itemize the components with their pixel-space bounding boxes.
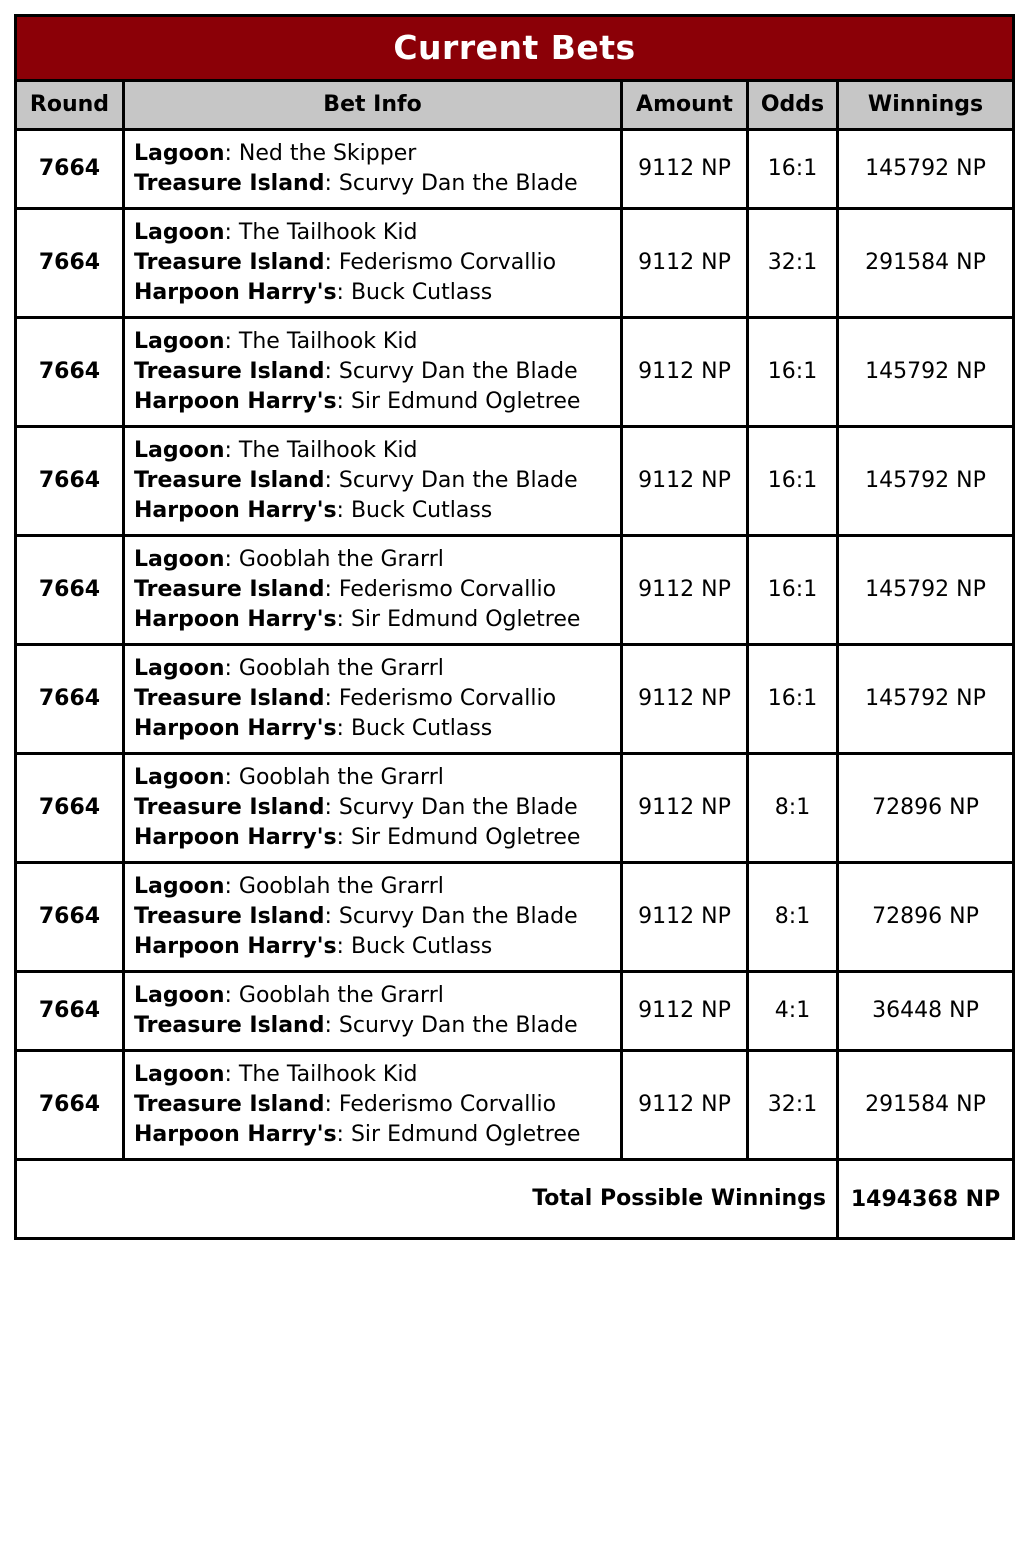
bet-info	[125, 319, 623, 428]
separator: :	[336, 934, 351, 959]
bet-line	[134, 605, 614, 635]
separator: :	[224, 874, 239, 899]
bet-line	[134, 496, 614, 526]
total-row	[17, 1161, 1015, 1240]
pirate-name: Scurvy Dan the Blade	[338, 468, 578, 493]
bet-line	[134, 1060, 614, 1090]
bet-info	[125, 864, 623, 973]
bet-row	[17, 864, 1015, 973]
bet-line	[134, 327, 614, 357]
bet-round: 7664	[17, 428, 125, 537]
bet-amount: 9112 NP	[623, 210, 749, 319]
bet-odds: 4:1	[749, 973, 839, 1052]
total-label: Total Possible Winnings	[17, 1161, 839, 1240]
bet-winnings: 145792 NP	[839, 428, 1015, 537]
bet-round: 7664	[17, 319, 125, 428]
bet-line	[134, 981, 614, 1011]
column-header-round: Round	[17, 82, 125, 131]
bet-line	[134, 902, 614, 932]
pirate-name: Gooblah the Grarrl	[238, 656, 444, 681]
bet-info	[125, 428, 623, 537]
separator: :	[324, 171, 339, 196]
bet-odds: 16:1	[749, 428, 839, 537]
arena-name: Harpoon Harry's	[134, 280, 337, 305]
bet-line	[134, 823, 614, 853]
pirate-name: Sir Edmund Ogletree	[350, 389, 581, 414]
bet-odds: 16:1	[749, 537, 839, 646]
bet-odds: 32:1	[749, 1052, 839, 1161]
pirate-name: Gooblah the Grarrl	[238, 983, 444, 1008]
arena-name: Lagoon	[134, 220, 225, 245]
bet-amount: 9112 NP	[623, 131, 749, 210]
bet-amount: 9112 NP	[623, 646, 749, 755]
separator: :	[224, 329, 239, 354]
separator: :	[324, 359, 339, 384]
separator: :	[224, 656, 239, 681]
bet-winnings: 145792 NP	[839, 646, 1015, 755]
arena-name: Lagoon	[134, 141, 225, 166]
bet-row	[17, 973, 1015, 1052]
pirate-name: Sir Edmund Ogletree	[350, 825, 581, 850]
arena-name: Treasure Island	[134, 359, 325, 384]
arena-name: Treasure Island	[134, 171, 325, 196]
bet-odds: 8:1	[749, 864, 839, 973]
separator: :	[224, 220, 239, 245]
arena-name: Treasure Island	[134, 686, 325, 711]
pirate-name: Federismo Corvallio	[338, 250, 557, 275]
bet-line	[134, 575, 614, 605]
bet-row	[17, 131, 1015, 210]
separator: :	[324, 1013, 339, 1038]
bet-amount: 9112 NP	[623, 755, 749, 864]
bet-winnings: 145792 NP	[839, 537, 1015, 646]
column-header-amount: Amount	[623, 82, 749, 131]
arena-name: Harpoon Harry's	[134, 716, 337, 741]
bet-line	[134, 387, 614, 417]
arena-name: Harpoon Harry's	[134, 389, 337, 414]
bet-line	[134, 684, 614, 714]
bet-info	[125, 755, 623, 864]
bet-line	[134, 793, 614, 823]
bet-line	[134, 248, 614, 278]
bet-winnings: 291584 NP	[839, 210, 1015, 319]
bet-round: 7664	[17, 131, 125, 210]
bet-line	[134, 218, 614, 248]
bet-line	[134, 545, 614, 575]
arena-name: Treasure Island	[134, 250, 325, 275]
arena-name: Lagoon	[134, 329, 225, 354]
arena-name: Lagoon	[134, 874, 225, 899]
bet-row	[17, 428, 1015, 537]
pirate-name: The Tailhook Kid	[238, 438, 418, 463]
pirate-name: The Tailhook Kid	[238, 329, 418, 354]
arena-name: Lagoon	[134, 1062, 225, 1087]
separator: :	[336, 1122, 351, 1147]
total-value: 1494368 NP	[839, 1161, 1015, 1240]
bet-round: 7664	[17, 755, 125, 864]
pirate-name: The Tailhook Kid	[238, 220, 418, 245]
bet-info	[125, 646, 623, 755]
separator: :	[336, 825, 351, 850]
bet-line	[134, 169, 614, 199]
bet-row	[17, 319, 1015, 428]
separator: :	[324, 686, 339, 711]
bet-amount: 9112 NP	[623, 1052, 749, 1161]
bet-winnings: 291584 NP	[839, 1052, 1015, 1161]
bet-row	[17, 537, 1015, 646]
bet-winnings: 72896 NP	[839, 864, 1015, 973]
pirate-name: Buck Cutlass	[350, 934, 493, 959]
bet-round: 7664	[17, 537, 125, 646]
separator: :	[224, 1062, 239, 1087]
arena-name: Treasure Island	[134, 577, 325, 602]
bet-info	[125, 537, 623, 646]
pirate-name: Scurvy Dan the Blade	[338, 795, 578, 820]
bet-row	[17, 1052, 1015, 1161]
bet-info	[125, 210, 623, 319]
column-header-bet-info: Bet Info	[125, 82, 623, 131]
separator: :	[224, 547, 239, 572]
pirate-name: Ned the Skipper	[238, 141, 417, 166]
arena-name: Treasure Island	[134, 904, 325, 929]
pirate-name: Federismo Corvallio	[338, 577, 557, 602]
pirate-name: Scurvy Dan the Blade	[338, 359, 578, 384]
pirate-name: Buck Cutlass	[350, 716, 493, 741]
separator: :	[324, 577, 339, 602]
bets-list	[17, 131, 1015, 1161]
bet-amount: 9112 NP	[623, 319, 749, 428]
bet-row	[17, 755, 1015, 864]
bet-line	[134, 1011, 614, 1041]
separator: :	[336, 280, 351, 305]
bet-info	[125, 973, 623, 1052]
arena-name: Lagoon	[134, 547, 225, 572]
bet-amount: 9112 NP	[623, 428, 749, 537]
bet-line	[134, 466, 614, 496]
arena-name: Harpoon Harry's	[134, 1122, 337, 1147]
bet-winnings: 145792 NP	[839, 131, 1015, 210]
separator: :	[324, 904, 339, 929]
pirate-name: Scurvy Dan the Blade	[338, 904, 578, 929]
arena-name: Treasure Island	[134, 1092, 325, 1117]
bet-line	[134, 654, 614, 684]
separator: :	[324, 1092, 339, 1117]
separator: :	[224, 765, 239, 790]
bet-winnings: 36448 NP	[839, 973, 1015, 1052]
separator: :	[336, 498, 351, 523]
pirate-name: Federismo Corvallio	[338, 686, 557, 711]
pirate-name: Scurvy Dan the Blade	[338, 171, 578, 196]
bet-line	[134, 932, 614, 962]
bet-line	[134, 763, 614, 793]
bet-round: 7664	[17, 1052, 125, 1161]
bet-info	[125, 1052, 623, 1161]
pirate-name: Gooblah the Grarrl	[238, 765, 444, 790]
arena-name: Harpoon Harry's	[134, 825, 337, 850]
arena-name: Treasure Island	[134, 468, 325, 493]
pirate-name: Federismo Corvallio	[338, 1092, 557, 1117]
pirate-name: Sir Edmund Ogletree	[350, 607, 581, 632]
bet-line	[134, 1120, 614, 1150]
arena-name: Harpoon Harry's	[134, 934, 337, 959]
bet-amount: 9112 NP	[623, 864, 749, 973]
separator: :	[324, 795, 339, 820]
bet-line	[134, 139, 614, 169]
bet-odds: 16:1	[749, 319, 839, 428]
bet-line	[134, 1090, 614, 1120]
bet-line	[134, 872, 614, 902]
arena-name: Treasure Island	[134, 1013, 325, 1038]
bet-winnings: 145792 NP	[839, 319, 1015, 428]
bet-row	[17, 646, 1015, 755]
bet-winnings: 72896 NP	[839, 755, 1015, 864]
arena-name: Harpoon Harry's	[134, 607, 337, 632]
pirate-name: Scurvy Dan the Blade	[338, 1013, 578, 1038]
column-header-winnings: Winnings	[839, 82, 1015, 131]
bet-round: 7664	[17, 646, 125, 755]
bet-odds: 16:1	[749, 131, 839, 210]
bet-odds: 16:1	[749, 646, 839, 755]
bet-round: 7664	[17, 973, 125, 1052]
separator: :	[224, 983, 239, 1008]
separator: :	[324, 250, 339, 275]
current-bets-table	[14, 14, 1015, 1240]
arena-name: Treasure Island	[134, 795, 325, 820]
bet-row	[17, 210, 1015, 319]
bet-round: 7664	[17, 210, 125, 319]
separator: :	[336, 607, 351, 632]
arena-name: Lagoon	[134, 765, 225, 790]
bet-amount: 9112 NP	[623, 537, 749, 646]
arena-name: Harpoon Harry's	[134, 498, 337, 523]
bet-line	[134, 357, 614, 387]
bet-line	[134, 714, 614, 744]
separator: :	[336, 389, 351, 414]
separator: :	[224, 438, 239, 463]
bet-amount: 9112 NP	[623, 973, 749, 1052]
pirate-name: The Tailhook Kid	[238, 1062, 418, 1087]
pirate-name: Sir Edmund Ogletree	[350, 1122, 581, 1147]
separator: :	[224, 141, 239, 166]
pirate-name: Gooblah the Grarrl	[238, 547, 444, 572]
bet-info	[125, 131, 623, 210]
separator: :	[324, 468, 339, 493]
table-title: Current Bets	[17, 17, 1015, 82]
arena-name: Lagoon	[134, 656, 225, 681]
column-header-odds: Odds	[749, 82, 839, 131]
arena-name: Lagoon	[134, 983, 225, 1008]
pirate-name: Gooblah the Grarrl	[238, 874, 444, 899]
pirate-name: Buck Cutlass	[350, 280, 493, 305]
bet-round: 7664	[17, 864, 125, 973]
separator: :	[336, 716, 351, 741]
bet-line	[134, 278, 614, 308]
bet-line	[134, 436, 614, 466]
arena-name: Lagoon	[134, 438, 225, 463]
bet-odds: 8:1	[749, 755, 839, 864]
bet-odds: 32:1	[749, 210, 839, 319]
pirate-name: Buck Cutlass	[350, 498, 493, 523]
